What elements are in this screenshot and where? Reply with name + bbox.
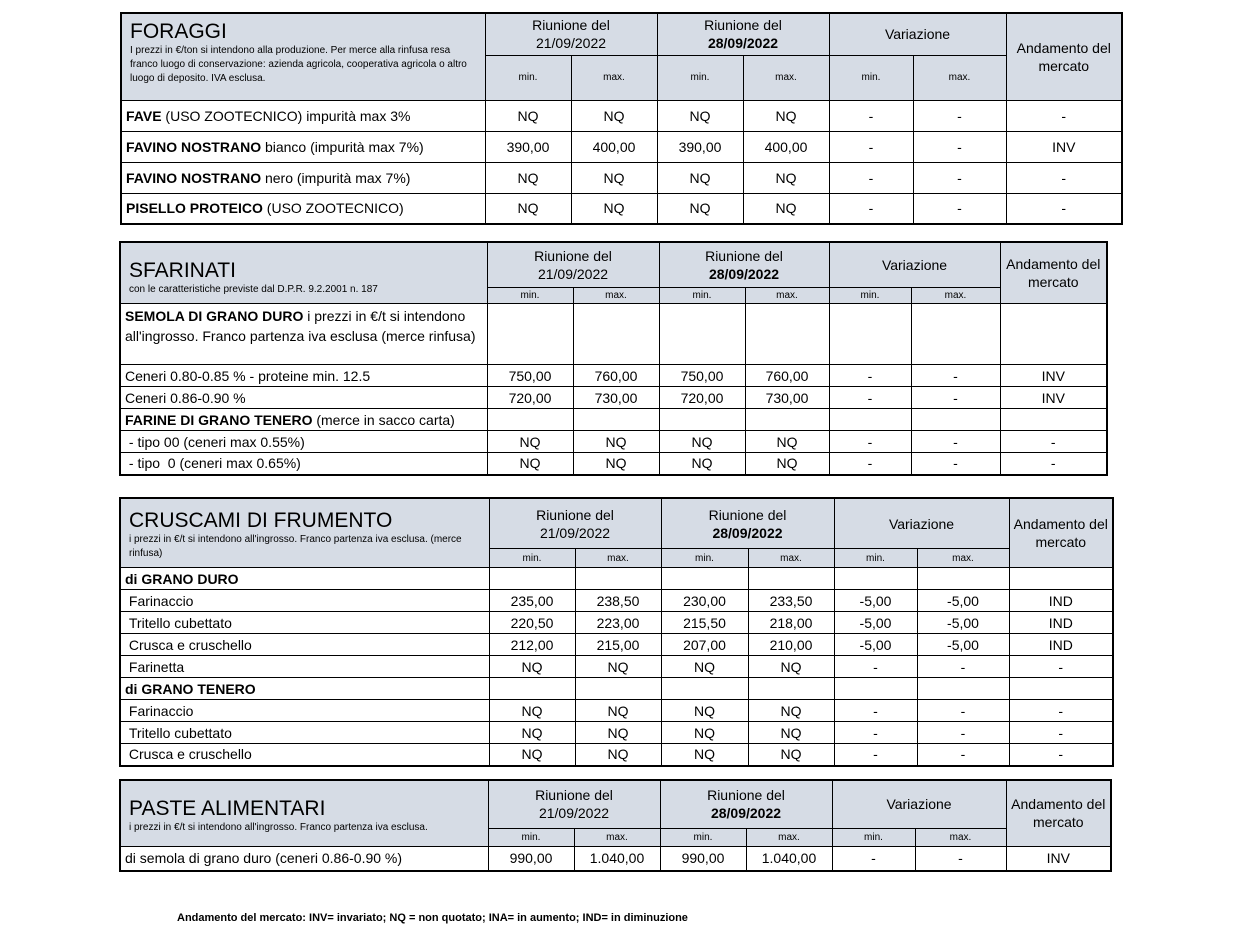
foraggi-table <box>120 12 1123 225</box>
value-cell: 720,00 <box>487 387 573 409</box>
value-cell: - <box>834 700 917 722</box>
table-row <box>120 678 1113 700</box>
header-variation: Variazione <box>832 780 1006 828</box>
header-trend: Andamento del mercato <box>1000 242 1107 304</box>
value-cell: 212,00 <box>489 634 575 656</box>
value-cell: - <box>1006 100 1122 131</box>
value-cell: - <box>1009 656 1113 678</box>
value-cell: - <box>915 846 1006 871</box>
value-cell: - <box>834 656 917 678</box>
value-cell: NQ <box>657 162 743 193</box>
section-title-cell <box>121 13 485 100</box>
row-label: FAVINO NOSTRANO nero (impurità max 7%) <box>121 162 485 193</box>
row-label: - tipo 00 (ceneri max 0.55%) <box>120 431 487 453</box>
value-cell: NQ <box>659 453 745 475</box>
row-label: di GRANO TENERO <box>120 678 489 700</box>
value-cell: NQ <box>489 744 575 766</box>
section-title: SFARINATI <box>129 259 236 282</box>
value-cell: - <box>1009 700 1113 722</box>
value-cell <box>829 304 911 365</box>
value-cell: 1.040,00 <box>746 846 832 871</box>
value-cell <box>911 304 1000 365</box>
value-cell <box>745 304 829 365</box>
value-cell: 390,00 <box>485 131 571 162</box>
header-prev-meeting: Riunione del 21/09/2022 <box>485 13 657 55</box>
value-cell: - <box>829 365 911 387</box>
value-cell: NQ <box>748 744 834 766</box>
value-cell: NQ <box>571 193 657 224</box>
table-row <box>120 304 1107 365</box>
header-variation: Variazione <box>829 13 1006 55</box>
value-cell <box>575 678 661 700</box>
header-trend: Andamento del mercato <box>1009 498 1113 568</box>
value-cell: 750,00 <box>487 365 573 387</box>
value-cell: - <box>834 744 917 766</box>
value-cell <box>487 409 573 431</box>
value-cell: NQ <box>571 100 657 131</box>
value-cell <box>911 409 1000 431</box>
value-cell: NQ <box>573 431 659 453</box>
header-curr-meeting: Riunione del 28/09/2022 <box>659 242 829 288</box>
value-cell <box>575 568 661 590</box>
value-cell: NQ <box>657 100 743 131</box>
table-row <box>121 131 1122 162</box>
value-cell: NQ <box>575 722 661 744</box>
paste-table <box>119 779 1112 872</box>
value-cell <box>1000 304 1107 365</box>
value-cell: 220,50 <box>489 612 575 634</box>
table-row <box>120 409 1107 431</box>
value-cell: NQ <box>743 193 829 224</box>
value-cell: NQ <box>743 162 829 193</box>
section-title: PASTE ALIMENTARI <box>129 797 326 820</box>
value-cell <box>661 678 748 700</box>
value-cell: 218,00 <box>748 612 834 634</box>
row-label: di GRANO DURO <box>120 568 489 590</box>
value-cell: INV <box>1006 131 1122 162</box>
legend-note: Andamento del mercato: INV= invariato; NQ = non quotato; INA= in aumento; IND= in diminuzione <box>177 912 688 924</box>
table-row <box>120 590 1113 612</box>
row-label: Farinaccio <box>120 700 489 722</box>
value-cell: 990,00 <box>488 846 574 871</box>
table-row <box>120 453 1107 475</box>
value-cell <box>1000 409 1107 431</box>
value-cell: NQ <box>748 722 834 744</box>
value-cell: - <box>829 453 911 475</box>
value-cell <box>659 304 745 365</box>
value-cell: IND <box>1009 612 1113 634</box>
row-label: FARINE DI GRANO TENERO (merce in sacco carta) <box>120 409 487 431</box>
value-cell: 390,00 <box>657 131 743 162</box>
value-cell: NQ <box>575 656 661 678</box>
value-cell: 210,00 <box>748 634 834 656</box>
value-cell: 400,00 <box>743 131 829 162</box>
value-cell: NQ <box>575 700 661 722</box>
value-cell: - <box>1009 744 1113 766</box>
value-cell: 215,50 <box>661 612 748 634</box>
value-cell: NQ <box>745 431 829 453</box>
value-cell: NQ <box>743 100 829 131</box>
value-cell: - <box>913 162 1006 193</box>
row-label: Ceneri 0.80-0.85 % - proteine min. 12.5 <box>120 365 487 387</box>
value-cell: 760,00 <box>745 365 829 387</box>
value-cell: - <box>917 700 1009 722</box>
value-cell: NQ <box>659 431 745 453</box>
value-cell: INV <box>1000 387 1107 409</box>
subheader-row: min. max. min. max. min. max. <box>121 55 1122 100</box>
value-cell: - <box>834 722 917 744</box>
row-label: PISELLO PROTEICO (USO ZOOTECNICO) <box>121 193 485 224</box>
value-cell <box>489 678 575 700</box>
value-cell: - <box>917 722 1009 744</box>
value-cell: INV <box>1000 365 1107 387</box>
value-cell <box>659 409 745 431</box>
value-cell: 207,00 <box>661 634 748 656</box>
value-cell: NQ <box>748 700 834 722</box>
value-cell: NQ <box>573 453 659 475</box>
value-cell: - <box>829 193 913 224</box>
value-cell: - <box>829 387 911 409</box>
value-cell: NQ <box>485 162 571 193</box>
value-cell <box>1009 568 1113 590</box>
table-row <box>121 100 1122 131</box>
value-cell <box>748 568 834 590</box>
table-row <box>120 744 1113 766</box>
value-cell <box>573 409 659 431</box>
cruscami-table <box>119 497 1114 767</box>
value-cell: 215,00 <box>575 634 661 656</box>
row-label: Farinaccio <box>120 590 489 612</box>
header-curr-meeting: Riunione del 28/09/2022 <box>661 498 834 549</box>
value-cell: 990,00 <box>660 846 746 871</box>
row-label: Tritello cubettato <box>120 612 489 634</box>
section-description: i prezzi in €/t si intendono all'ingrosso. Franco partenza iva esclusa. (merce rinfusa) <box>129 534 462 559</box>
value-cell: 230,00 <box>661 590 748 612</box>
section-title-cell <box>120 242 487 304</box>
header-prev-meeting: Riunione del 21/09/2022 <box>488 780 660 828</box>
row-label: FAVINO NOSTRANO bianco (impurità max 7%) <box>121 131 485 162</box>
row-label: di semola di grano duro (ceneri 0.86-0.90 %) <box>120 846 488 871</box>
row-label: - tipo 0 (ceneri max 0.65%) <box>120 453 487 475</box>
value-cell: NQ <box>661 656 748 678</box>
value-cell: - <box>913 131 1006 162</box>
value-cell: - <box>917 656 1009 678</box>
section-title-cell <box>120 780 488 846</box>
value-cell: NQ <box>487 453 573 475</box>
value-cell: - <box>832 846 915 871</box>
value-cell: - <box>913 100 1006 131</box>
value-cell: NQ <box>661 744 748 766</box>
value-cell: 760,00 <box>573 365 659 387</box>
table-row <box>120 634 1113 656</box>
table-row <box>120 431 1107 453</box>
value-cell: - <box>913 193 1006 224</box>
header-curr-meeting: Riunione del 28/09/2022 <box>657 13 829 55</box>
value-cell <box>487 304 573 365</box>
value-cell: - <box>911 387 1000 409</box>
value-cell: IND <box>1009 634 1113 656</box>
table-row <box>120 612 1113 634</box>
table-row <box>120 387 1107 409</box>
value-cell: - <box>1006 162 1122 193</box>
value-cell: 1.040,00 <box>574 846 660 871</box>
header-prev-meeting: Riunione del 21/09/2022 <box>489 498 661 549</box>
table-row <box>120 568 1113 590</box>
value-cell: - <box>911 453 1000 475</box>
table-row <box>120 365 1107 387</box>
value-cell <box>748 678 834 700</box>
value-cell: -5,00 <box>834 590 917 612</box>
value-cell <box>917 678 1009 700</box>
value-cell: NQ <box>489 656 575 678</box>
subheader-row: min. max. min. max. min. max. <box>120 288 1107 304</box>
value-cell: - <box>829 100 913 131</box>
section-title: CRUSCAMI DI FRUMENTO <box>129 509 393 532</box>
section-title: FORAGGI <box>130 20 227 43</box>
header-variation: Variazione <box>829 242 1000 288</box>
value-cell <box>917 568 1009 590</box>
value-cell: NQ <box>661 722 748 744</box>
value-cell: 400,00 <box>571 131 657 162</box>
header-variation: Variazione <box>834 498 1009 549</box>
sfarinati-table <box>119 241 1108 476</box>
row-label: SEMOLA DI GRANO DURO i prezzi in €/t si intendono all'ingrosso. Franco partenza iva esclusa (merce rinfusa) <box>120 304 487 365</box>
value-cell: NQ <box>489 722 575 744</box>
value-cell: - <box>1006 193 1122 224</box>
value-cell <box>1009 678 1113 700</box>
value-cell: -5,00 <box>917 612 1009 634</box>
value-cell: - <box>911 431 1000 453</box>
value-cell: - <box>1000 431 1107 453</box>
value-cell <box>745 409 829 431</box>
value-cell <box>661 568 748 590</box>
value-cell: 223,00 <box>575 612 661 634</box>
table-row <box>121 162 1122 193</box>
subheader-row: min. max. min. max. min. max. <box>120 828 1111 846</box>
table-row <box>120 846 1111 871</box>
row-label: Crusca e cruschello <box>120 634 489 656</box>
value-cell: - <box>829 162 913 193</box>
value-cell: - <box>917 744 1009 766</box>
table-row <box>121 193 1122 224</box>
section-description: I prezzi in €/ton si intendono alla produzione. Per merce alla rinfusa resa franco luogo di conservazione: azienda agricola, cooperativa agricola o altro luogo di deposito. IVA esclusa. <box>130 45 467 84</box>
value-cell: NQ <box>487 431 573 453</box>
value-cell: NQ <box>575 744 661 766</box>
value-cell <box>489 568 575 590</box>
value-cell: - <box>1009 722 1113 744</box>
section-title-cell <box>120 498 489 568</box>
section-description: con le caratteristiche previste dal D.P.R. 9.2.2001 n. 187 <box>129 284 378 295</box>
header-prev-meeting: Riunione del 21/09/2022 <box>487 242 659 288</box>
value-cell: NQ <box>571 162 657 193</box>
value-cell: 235,00 <box>489 590 575 612</box>
subheader-row: min. max. min. max. min. max. <box>120 549 1113 568</box>
value-cell: NQ <box>489 700 575 722</box>
value-cell <box>834 568 917 590</box>
value-cell <box>829 409 911 431</box>
value-cell <box>573 304 659 365</box>
value-cell: - <box>911 365 1000 387</box>
value-cell: NQ <box>661 700 748 722</box>
value-cell: 233,50 <box>748 590 834 612</box>
table-row <box>120 656 1113 678</box>
section-description: i prezzi in €/t si intendono all'ingrosso. Franco partenza iva esclusa. <box>129 822 428 833</box>
value-cell: - <box>829 431 911 453</box>
table-row <box>120 722 1113 744</box>
value-cell: NQ <box>657 193 743 224</box>
row-label: Crusca e cruschello <box>120 744 489 766</box>
value-cell: IND <box>1009 590 1113 612</box>
value-cell: 750,00 <box>659 365 745 387</box>
value-cell: -5,00 <box>917 590 1009 612</box>
value-cell: 238,50 <box>575 590 661 612</box>
row-label: Tritello cubettato <box>120 722 489 744</box>
row-label: FAVE (USO ZOOTECNICO) impurità max 3% <box>121 100 485 131</box>
value-cell: NQ <box>485 193 571 224</box>
value-cell: - <box>1000 453 1107 475</box>
value-cell: -5,00 <box>834 612 917 634</box>
table-row <box>120 700 1113 722</box>
value-cell: 720,00 <box>659 387 745 409</box>
value-cell: -5,00 <box>917 634 1009 656</box>
value-cell: 730,00 <box>745 387 829 409</box>
value-cell: NQ <box>485 100 571 131</box>
value-cell: - <box>829 131 913 162</box>
value-cell: NQ <box>748 656 834 678</box>
value-cell: -5,00 <box>834 634 917 656</box>
value-cell: 730,00 <box>573 387 659 409</box>
header-trend: Andamento del mercato <box>1006 780 1111 846</box>
header-curr-meeting: Riunione del 28/09/2022 <box>660 780 832 828</box>
row-label: Farinetta <box>120 656 489 678</box>
value-cell <box>834 678 917 700</box>
value-cell: INV <box>1006 846 1111 871</box>
row-label: Ceneri 0.86-0.90 % <box>120 387 487 409</box>
value-cell: NQ <box>745 453 829 475</box>
header-trend: Andamento del mercato <box>1006 13 1122 100</box>
